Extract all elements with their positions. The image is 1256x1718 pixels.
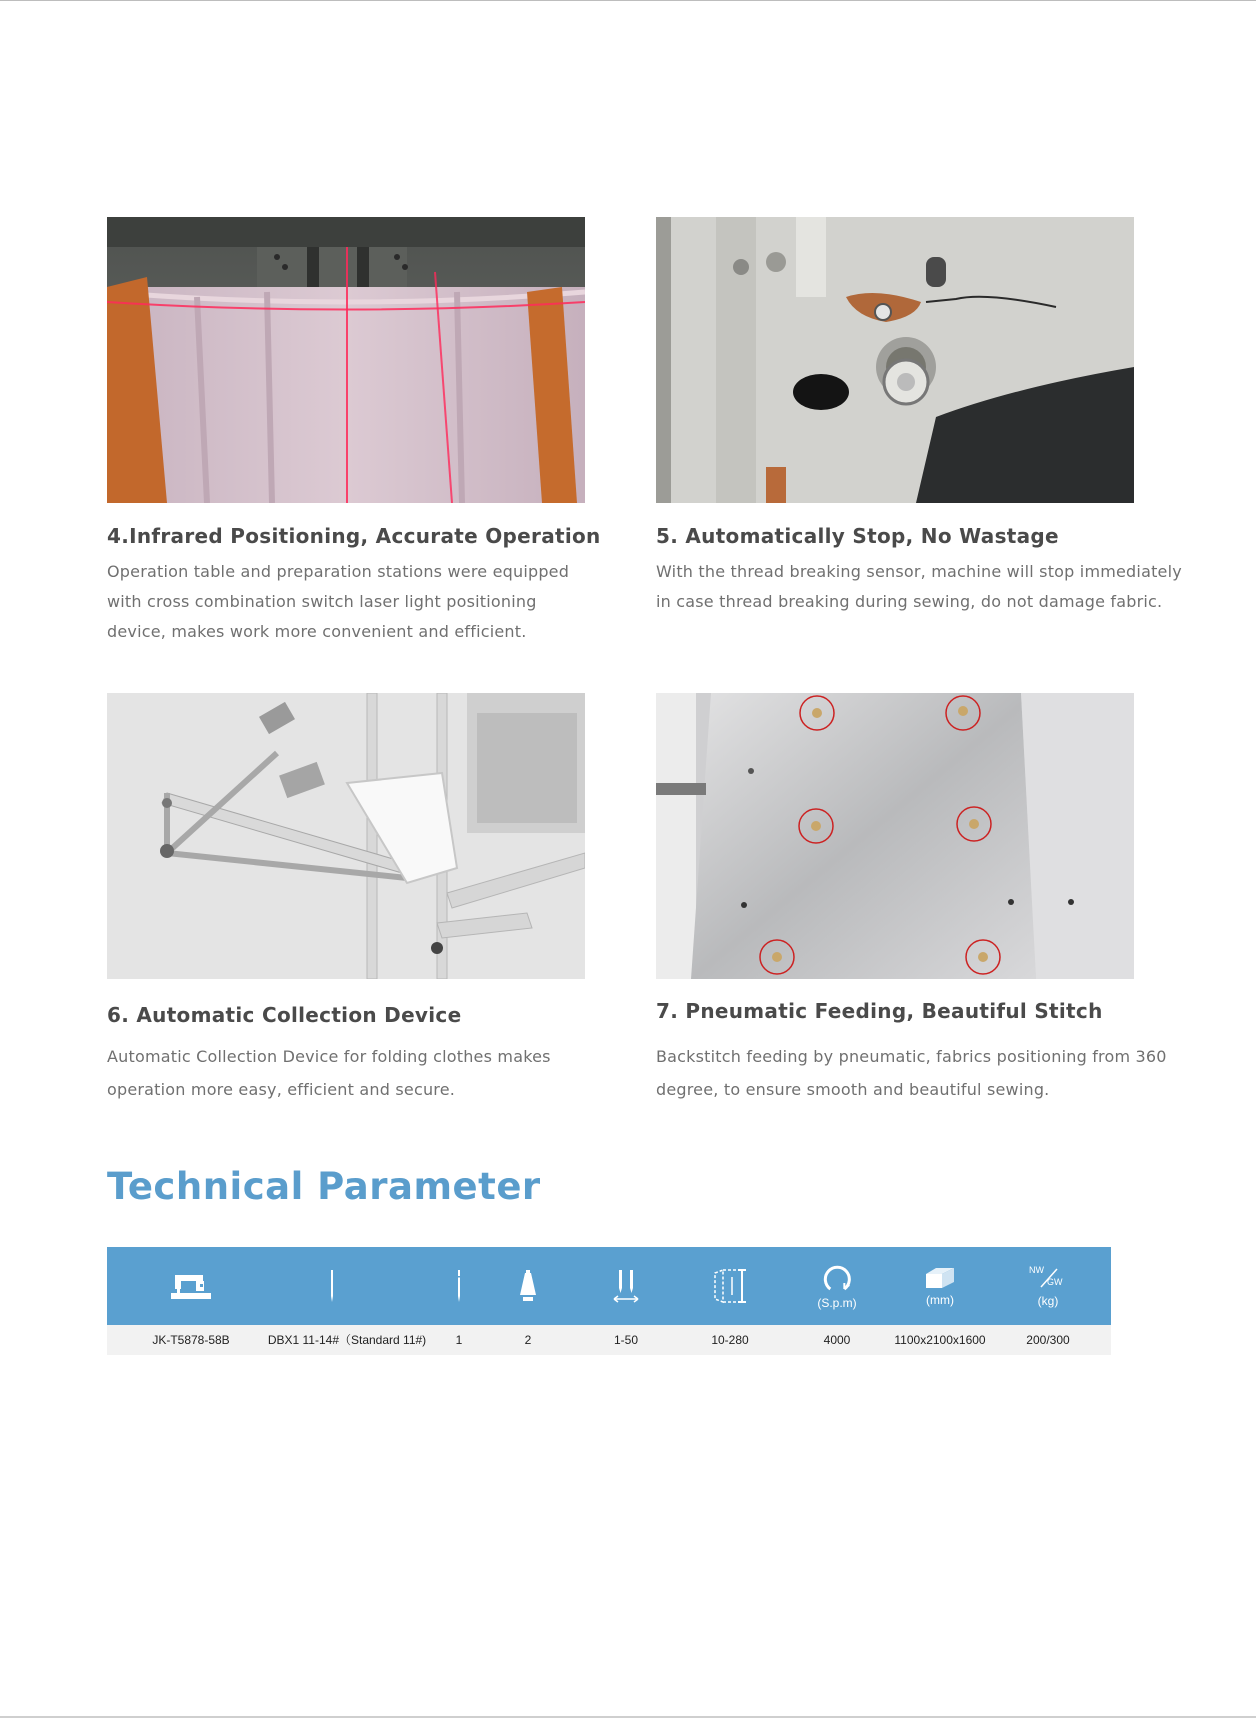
speed-value: 4000 (823, 1333, 851, 1347)
top-border-line (0, 0, 1256, 1)
nw-label: NW (1029, 1264, 1044, 1275)
stitch-length-value: 1-50 (613, 1333, 639, 1347)
weight-unit-label: (kg) (1037, 1293, 1059, 1308)
technical-parameter-title: Technical Parameter (107, 1165, 541, 1208)
needle-type-value: DBX1 11-14#（Standard 11#) (267, 1333, 427, 1347)
sewing-machine-icon (169, 1247, 213, 1325)
needle-count-value: 1 (455, 1333, 463, 1347)
weight-icon (1029, 1247, 1067, 1325)
feature-4-description: Operation table and preparation stations were equipped with cross combination switch laser light positioning device, makes work more convenient and efficient. (107, 562, 570, 641)
feature-6-title: 6. Automatic Collection Device (107, 1003, 462, 1027)
feature-4-title: 4.Infrared Positioning, Accurate Operation (107, 524, 601, 548)
gw-label: GW (1047, 1276, 1063, 1287)
needle-count-icon (454, 1247, 464, 1325)
dimension-unit-label: (mm) (926, 1292, 954, 1307)
sewing-area-icon (712, 1247, 748, 1325)
technical-parameter-table (107, 1247, 1111, 1355)
nw-gw-mark (1029, 1265, 1067, 1291)
bobbin-icon (517, 1247, 539, 1325)
stitch-length-icon (611, 1247, 641, 1325)
collection-device-photo (107, 693, 585, 979)
sewing-area-value: 10-280 (711, 1333, 749, 1347)
needle-icon (327, 1247, 337, 1325)
feature-5-title: 5. Automatically Stop, No Wastage (656, 524, 1059, 548)
feature-7-title: 7. Pneumatic Feeding, Beautiful Stitch (656, 999, 1103, 1023)
feature-7-description: Backstitch feeding by pneumatic, fabrics positioning from 360 degree, to ensure smooth and beautiful sewing. (656, 1047, 1167, 1099)
parameter-header-row (107, 1247, 1111, 1325)
weight-value: 200/300 (1026, 1333, 1070, 1347)
thread-sensor-photo (656, 217, 1134, 503)
feature-5-description: With the thread breaking sensor, machine will stop immediately in case thread breaking during sewing, do not damage fabric. (656, 562, 1182, 611)
package-box-icon (924, 1247, 956, 1325)
pneumatic-feeding-photo (656, 693, 1134, 979)
model-value: JK-T5878-58B (152, 1333, 230, 1347)
dimension-value: 1100x2100x1600 (894, 1333, 986, 1347)
rotation-speed-icon (817, 1247, 856, 1325)
parameter-value-row (107, 1325, 1111, 1355)
infrared-positioning-photo (107, 217, 585, 503)
feature-6-description: Automatic Collection Device for folding clothes makes operation more easy, efficient and secure. (107, 1047, 551, 1099)
bobbin-value: 2 (524, 1333, 532, 1347)
speed-unit-label: (S.p.m) (817, 1295, 857, 1310)
